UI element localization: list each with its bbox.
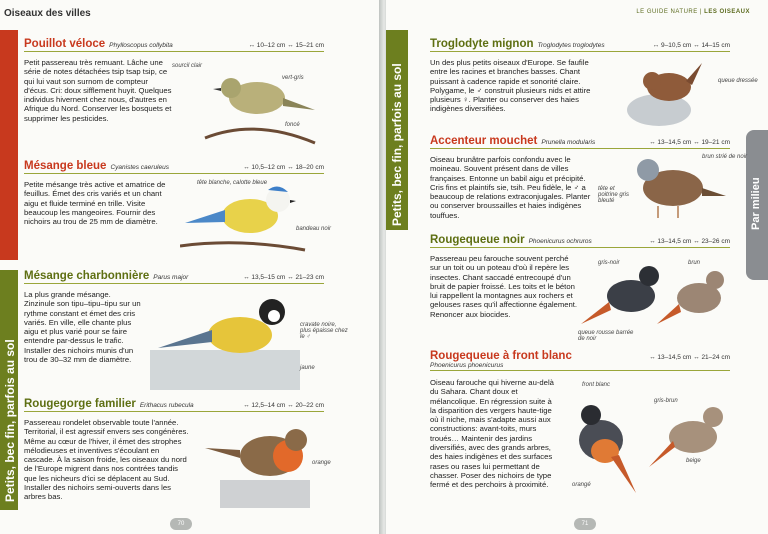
right-page <box>386 0 768 534</box>
bird-troglodyte-illustration <box>624 55 724 130</box>
entry-latin: Erithacus rubecula <box>139 402 194 409</box>
running-head-left: Oiseaux des villes <box>4 8 91 19</box>
bird-mesange-bleue-illustration <box>180 178 310 258</box>
label: cravate noire, plus épaisse chez le ♂ <box>300 322 348 340</box>
label: beige <box>686 458 701 464</box>
entry-rougequeue-noir <box>430 234 730 248</box>
entry-troglodyte <box>430 38 730 52</box>
entry-title: Rougegorge familier <box>24 398 136 410</box>
label: tête et poitrine gris bleuté <box>598 186 630 204</box>
label: bandeau noir <box>296 226 332 232</box>
entry-text: Petite mésange très active et amatrice de feuillus. Émet des cris variés et un chant aigu et fluide terminé en trille. Visite beaucoup les mangeoires. Fournir des nichoirs au trou de 25 mm de diamètre. <box>24 180 166 227</box>
entry-latin: Prunella modularis <box>541 139 596 146</box>
label: sourcil clair <box>172 63 203 69</box>
bird-mesange-charbonniere-illustration <box>150 290 300 390</box>
side-tab-right-label: Petits, bec fin, parfois au sol <box>390 63 404 226</box>
entry-latin: Phoenicurus phoenicurus <box>430 362 504 369</box>
side-tab-right-inner <box>386 30 408 230</box>
bird-pouillot-illustration <box>195 58 325 148</box>
label: gris-brun <box>654 398 678 404</box>
color-bar-red <box>0 30 18 260</box>
label: orange <box>312 460 331 466</box>
running-head-right: LE GUIDE NATURE | LES OISEAUX <box>636 9 750 15</box>
label: jaune <box>300 365 315 371</box>
label: vert-gris <box>282 75 304 81</box>
entry-mesange-charbonniere <box>24 270 324 284</box>
entry-measure: ↔ 10,5–12 cm ↔ 18–20 cm <box>243 164 324 171</box>
entry-title: Rougequeue à front blanc <box>430 350 572 362</box>
label: queue dressée <box>718 78 758 84</box>
label: foncé <box>285 122 300 128</box>
entry-pouillot <box>24 38 324 52</box>
entry-rougequeue-front-blanc <box>430 350 730 371</box>
entry-text: Passereau peu farouche souvent perché sur un toit ou un poteau d'où il repère les insectes. Chant saccadé entrecoupé d'un bruit de papier froissé. Les toits et le béton lui rappellent la montagnes aux rochers et gelouses rases qu'il affectionne également. Renoncer aux biocides. <box>430 254 578 319</box>
label: brun strié de noir <box>702 154 748 160</box>
entry-latin: Cyanistes caeruleus <box>110 164 169 171</box>
bird-rougegorge-illustration <box>200 418 325 508</box>
page-number-left: 70 <box>170 518 192 530</box>
entry-title: Accenteur mouchet <box>430 135 538 147</box>
entry-text: Oiseau farouche qui hiverne au-delà du Sahara. Chant doux et mélancolique. En régression suite à la disparition des vergers haute-tige où il niche, mais s'adapte aussi aux constructions: avant-toits, murs troués… Maintenir des jardins diversifiés, avec des grands arbres, des haies indigènes et des surfaces rases ou rases lui permettant de chasser. Poser des nichoirs de type fermé et des perchoirs à proximité. <box>430 378 554 490</box>
entry-text: Oiseau brunâtre parfois confondu avec le moineau. Souvent présent dans de villes françaises. Entonne un babil aigu et précipité. Cris fins et plaintifs sie, tsih. Peu fidèle, le ♂ a beaucoup de relations extraconjugales. Planter ou conserver broussailles et haies indigènes touffues. <box>430 155 591 220</box>
entry-title: Mésange charbonnière <box>24 270 150 282</box>
entry-rougegorge <box>24 398 324 412</box>
entry-latin: Troglodytes troglodytes <box>537 42 605 49</box>
side-tab-left <box>0 270 18 510</box>
entry-measure: ↔ 10–12 cm ↔ 15–21 cm <box>248 42 324 49</box>
entry-latin: Phoenicurus ochruros <box>528 238 592 245</box>
page-number-right: 71 <box>574 518 596 530</box>
left-page <box>0 0 382 534</box>
side-tab-left-label: Petits, bec fin, parfois au sol <box>3 339 17 502</box>
label: orangé <box>572 482 591 488</box>
label: gris-noir <box>598 260 620 266</box>
tab-par-milieu-label: Par milieu <box>750 177 762 230</box>
entry-measure: ↔ 9–10,5 cm ↔ 14–15 cm <box>652 42 730 49</box>
entry-latin: Parus major <box>153 274 189 281</box>
running-head-series: LE GUIDE NATURE <box>636 9 698 15</box>
entry-text: Petit passereau très remuant. Lâche une série de notes détachées tsip tsap tsip, ce qui lui vaut son surnom de compteur d'écus. Cri: doux sifflement huyit. Quelques individus hivernent chez nous, d'autres en Afrique du Nord. Conserver les bosquets et supprimer les pesticides. <box>24 58 172 123</box>
label: brun <box>688 260 701 266</box>
entry-accenteur <box>430 135 730 149</box>
entry-title: Pouillot véloce <box>24 38 106 50</box>
entry-title: Troglodyte mignon <box>430 38 534 50</box>
entry-text: Passereau rondelet observable toute l'année. Territorial, il est agressif envers ses congénères. Même au cœur de l'hiver, il émet des strophes mélodieuses et inventives s'écoulant en cascade. À la saison froide, les oiseaux du nord de l'Europe migrent dans nos contrées tandis que les nicheurs d'ici se déplacent au Sud. Installer des nichoirs semi-ouverts dans les arbres bas. <box>24 418 189 502</box>
entry-text: Un des plus petits oiseaux d'Europe. Se faufile entre les racines et branches basses. Chant puissant à cadence rapide et sonorité claire. Polygame, le ♂ construit plusieurs nids et attire plusieurs ♀. Planter ou conserver des haies indigènes diversifiées. <box>430 58 591 114</box>
entry-title: Mésange bleue <box>24 160 107 172</box>
entry-measure: ↔ 13–14,5 cm ↔ 19–21 cm <box>649 139 730 146</box>
label: queue rousse barrée de noir <box>578 330 634 342</box>
entry-measure: ↔ 12,5–14 cm ↔ 20–22 cm <box>243 402 324 409</box>
label: front blanc <box>582 382 611 388</box>
running-head-section: LES OISEAUX <box>704 9 750 15</box>
label: tête blanche, calotte bleue <box>197 180 268 186</box>
entry-measure: ↔ 13–14,5 cm ↔ 23–26 cm <box>649 238 730 245</box>
entry-title: Rougequeue noir <box>430 234 525 246</box>
tab-par-milieu[interactable] <box>746 130 768 280</box>
entry-measure: ↔ 13–14,5 cm ↔ 21–24 cm <box>649 354 730 361</box>
entry-latin: Phylloscopus collybita <box>109 42 173 49</box>
entry-measure: ↔ 13,5–15 cm ↔ 21–23 cm <box>243 274 324 281</box>
entry-text: La plus grande mésange. Zinzinule son tipu–tipu–tipu sur un rythme constant et émet des cris variés. En ville, elle chante plus aigu et plus varié pour se faire entendre par-dessus le trafic. Installer des nichoirs munis d'un trou de 30–32 mm de diamètre. <box>24 290 141 365</box>
entry-mesange-bleue <box>24 160 324 174</box>
